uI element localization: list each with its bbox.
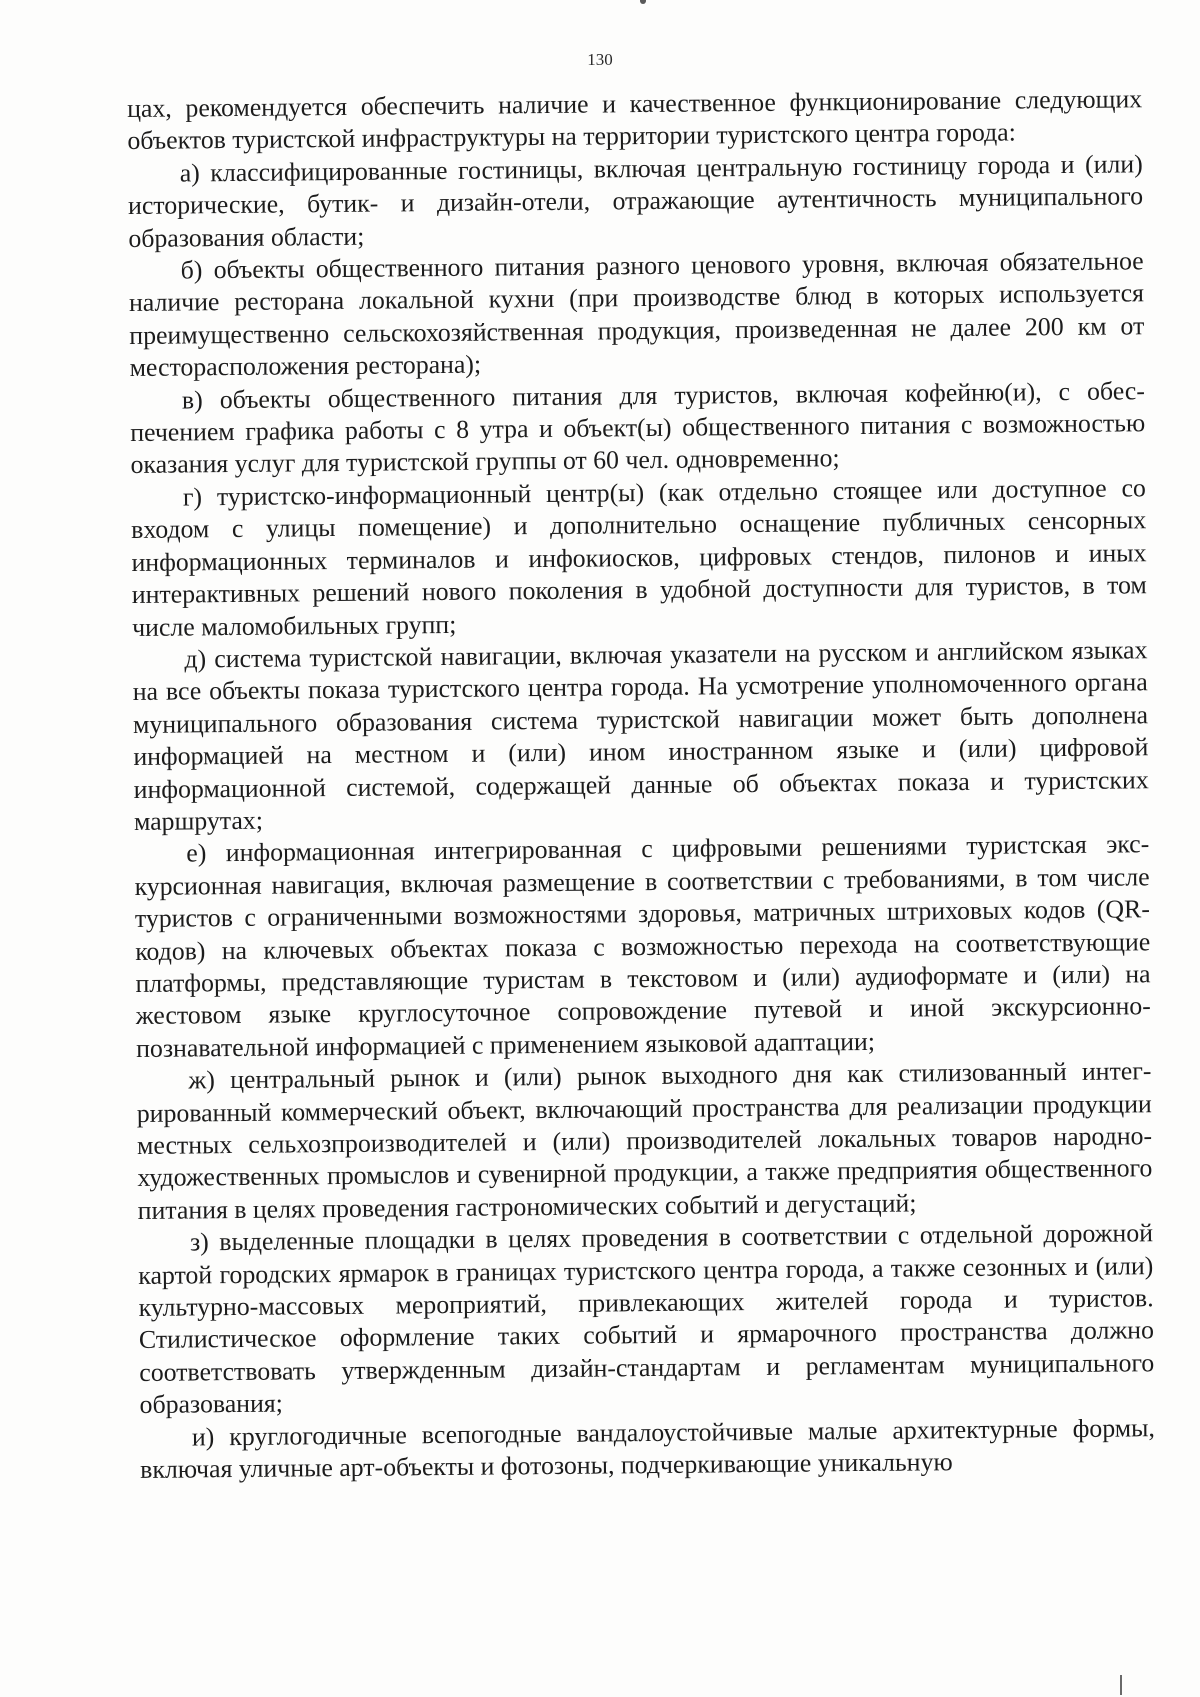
list-item-e: е) информационная интегрированная с цифровыми решениями туристская экскурсионная навигация, включая размещение в соответствии с требованиями, в том числе туристов с ограниченными возможностями здоровья, матричных штриховых кодов (QR-кодов) на ключевых объектах показа с возможностью перехода на соответствующие платформы, представляющие туристам в текстовом и (или) аудиоформате и (или) на жестовом языке круглосуточное сопровождение путевой и иной экскурсионно-познавательной информацией с применением языковой адаптации;	[134, 829, 1151, 1063]
list-item-zh: ж) центральный рынок и (или) рынок выходного дня как стилизованный интегрированный коммерческий объект, включающий пространства для реализации продукции местных сельхозпроизводителей и (или) производителей локальных товаров народно-художественных промыслов и сувенирной продукции, а также предприятия общественного питания в целях проведения гастрономических событий и дегустаций;	[136, 1056, 1153, 1225]
list-item-a: а) классифицированные гостиницы, включая центральную гостиницу города и (или) исторические, бутик- и дизайн-отели, отражающие аутентичность муниципального образования области;	[127, 149, 1144, 253]
page-number: 130	[587, 50, 613, 69]
list-item-g: г) туристско-информационный центр(ы) (как отдельно стоящее или доступное со входом с улицы помещение) и дополнительно оснащение публичных сенсорных информационных терминалов и инфокиосков, цифровых стендов, пилонов и иных интерактивных решений нового поколения в удобной доступности для туристов, в том числе маломобильных групп;	[131, 473, 1147, 642]
document-body	[127, 83, 1155, 1486]
list-item-b: б) объекты общественного питания разного ценового уровня, включая обязательное наличие ресторана локальной кухни (при производстве блюд в которых используется преимущественно сельскохозяйственная продукция, произведенная не далее 200 км от месторасположения ресторана);	[128, 246, 1145, 383]
list-item-v: в) объекты общественного питания для туристов, включая кофейню(и), с обеспечением графика работы с 8 утра и объект(ы) общественного питания с возможностью оказания услуг для туристской группы от 60 чел. одновременно;	[130, 375, 1146, 480]
scan-artifact-bottom	[1120, 1675, 1122, 1695]
list-item-d: д) система туристской навигации, включая указатели на русском и английском языках на все объекты показа туристского центра города. На усмотрение уполномоченного органа муниципального образования система туристской навигации может быть дополнена информацией на местном и (или) ином иностранном языке и (или) цифровой информационной системой, содержащей данные об объектах показа и туристских маршрутах;	[132, 635, 1149, 836]
list-item-z: з) выделенные площадки в целях проведения в соответствии с отдельной дорожной картой городских ярмарок в границах туристского центра города, а также сезонных и (или) культурно-массовых мероприятий, привлекающих жителей города и туристов. Стилистическое оформление таких событий и ярмарочного пространства должно соответствовать утвержденным дизайн-стандартам и регламентам муниципального образования;	[138, 1218, 1155, 1420]
paragraph-continuation: цах, рекомендуется обеспечить наличие и качественное функционирование следующих объектов туристской инфраструктуры на территории туристского центра города:	[127, 84, 1143, 156]
list-item-i: и) круглогодичные всепогодные вандалоустойчивые малые архитектурные формы, включая уличные арт-объекты и фотозоны, подчеркивающие уникальную	[140, 1412, 1155, 1484]
scan-artifact-top	[640, 0, 646, 4]
